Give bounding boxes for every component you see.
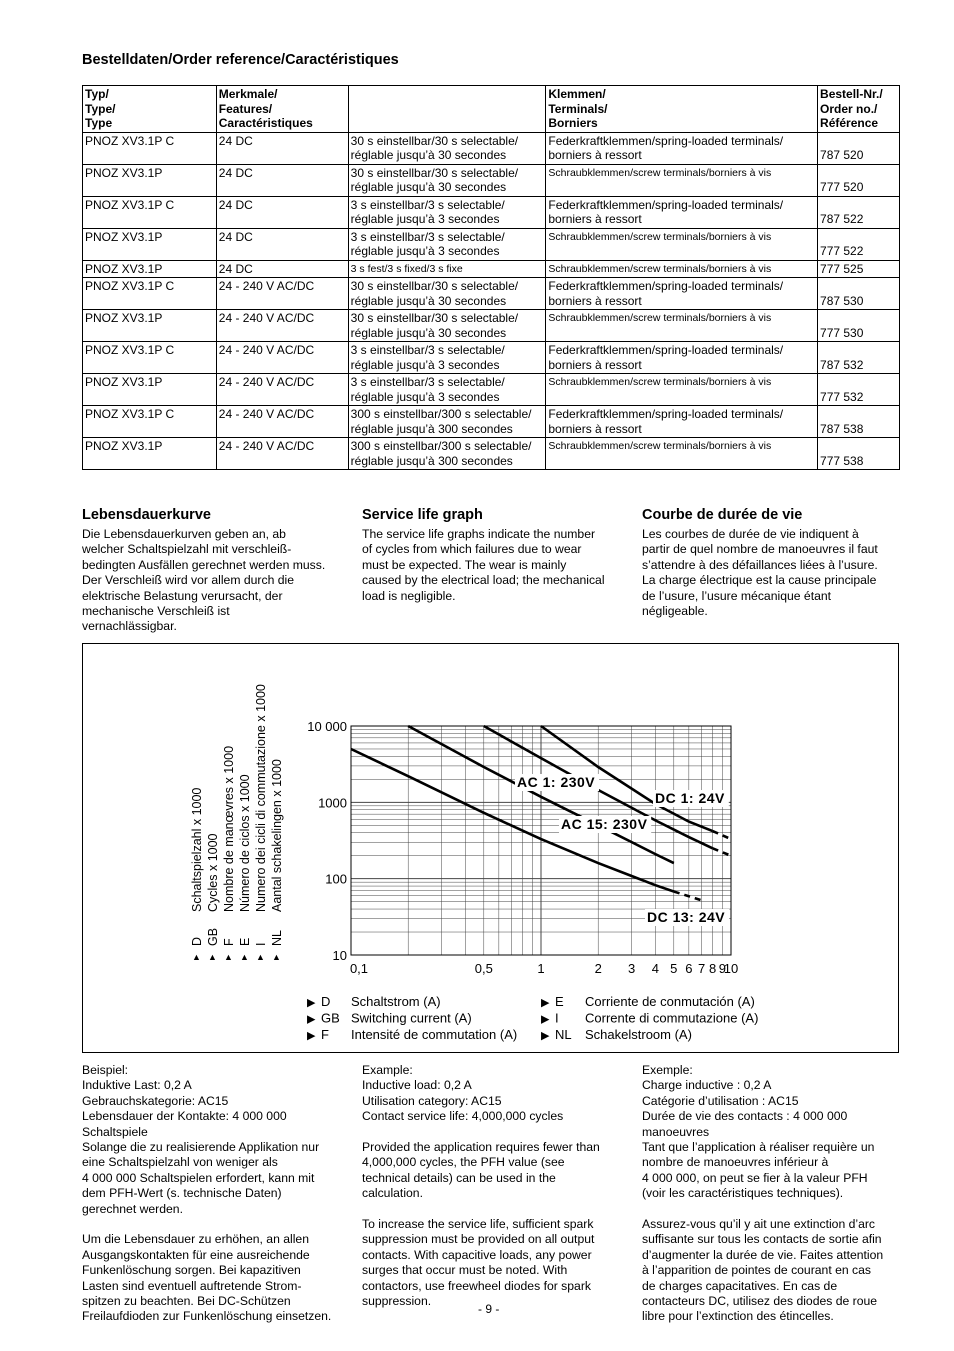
example-fr-p2: Assurez-vous qu’il y ait une extinction d’arc suffisante sur tous les contacts de sortie afin d’augmenter la durée de vie. Faites attention à l’apparition de pointes de courant en cas de charges capacitatives. En cas de contacteurs DC, utilisez des diodes de roue libre pour l’extinction des étincelles. <box>642 1217 884 1324</box>
y-tick-label: 1000 <box>318 795 347 811</box>
series-dashed-tail-0 <box>713 831 731 839</box>
header-terminals <box>546 86 818 133</box>
cell-line: réglable jusqu’à 30 secondes <box>350 325 507 340</box>
arrow-right-icon: ▶ <box>307 1013 316 1026</box>
cell-order-no <box>818 132 900 164</box>
header-line: Features/ <box>218 101 273 116</box>
x-axis-lang-code: F <box>321 1027 329 1042</box>
arrow-right-icon: ▶ <box>541 997 550 1009</box>
cell-line: 30 s einstellbar/30 s selectable/ <box>350 311 519 325</box>
cell-line: Schraubklemmen/screw terminals/borniers à vis <box>548 440 772 452</box>
page-title: Bestelldaten/Order reference/Caractéristiques <box>82 52 399 68</box>
order-number: 777 532 <box>820 389 864 404</box>
example-en-p2: Provided the application requires fewer than 4,000,000 cycles, the PFH value (see technical details) can be used in the calculation. <box>362 1140 600 1201</box>
x-axis-lang-code: I <box>555 1010 559 1026</box>
example-en <box>362 1063 630 1309</box>
cell-order-no <box>818 374 900 406</box>
y-axis-lang-code: NL <box>270 930 284 946</box>
series-label: AC 1: 230V <box>517 774 596 790</box>
arrow-up-icon: ▲ <box>192 952 201 962</box>
cell-line: borniers à ressort <box>548 357 642 372</box>
arrow-up-icon: ▲ <box>240 952 249 962</box>
arrow-up-icon: ▲ <box>256 952 265 962</box>
cell-terminal <box>546 196 818 228</box>
table-row <box>83 342 900 374</box>
table-row <box>83 374 900 406</box>
x-tick-label: 2 <box>594 961 602 976</box>
x-tick-label: 4 <box>651 961 660 976</box>
cell-line: borniers à ressort <box>548 421 642 436</box>
x-axis-label-line: Schaltstrom (A) <box>351 994 441 1009</box>
x-axis-label-line: Corriente de conmutación (A) <box>585 994 755 1009</box>
cell-type: PNOZ XV3.1P C <box>83 132 217 164</box>
cell-order-no <box>818 278 900 310</box>
order-number: 787 520 <box>820 148 864 162</box>
cell-terminal <box>546 374 818 406</box>
cell-voltage: 24 DC <box>216 132 348 164</box>
cell-line: Schraubklemmen/screw terminals/borniers à vis <box>548 230 772 243</box>
cell-type: PNOZ XV3.1P <box>83 164 217 196</box>
example-fr-p1: Exemple: Charge inductive : 0,2 A Catégorie d’utilisation : AC15 Durée de vie des contacts : 4 000 000 manoeuvres Tant que l’application à réaliser requière un nombre de manoeuvres inférieur à 4 000 000, on peut se fier à la valeur PFH (voir les caractéristiques techniques). <box>642 1063 875 1201</box>
cell-terminal <box>546 278 818 310</box>
cell-line: Federkraftklemmen/spring-loaded terminals/ <box>548 197 784 212</box>
cell-feature <box>348 342 546 374</box>
cell-feature <box>348 310 546 342</box>
cell-line: réglable jusqu’à 3 secondes <box>350 212 500 226</box>
arrow-up-icon: ▲ <box>224 952 233 962</box>
cell-line: Federkraftklemmen/spring-loaded terminals/ <box>548 343 784 357</box>
x-tick-label: 5 <box>670 961 678 976</box>
header-line: Terminals/ <box>548 101 608 116</box>
y-axis-label-line: Nombre de manœvres x 1000 <box>222 745 236 912</box>
cell-line: Federkraftklemmen/spring-loaded terminals/ <box>548 133 784 148</box>
table-row <box>83 164 900 196</box>
cell-line: Schraubklemmen/screw terminals/borniers à vis <box>548 312 772 324</box>
arrow-right-icon: ▶ <box>541 1030 550 1042</box>
y-axis-label-line: Cycles x 1000 <box>206 833 220 912</box>
cell-line: réglable jusqu’à 300 secondes <box>350 453 513 468</box>
cell-type: PNOZ XV3.1P <box>83 260 217 278</box>
example-en-p1: Example: Inductive load: 0,2 A Utilisation category: AC15 Contact service life: 4,000,000 cycles <box>362 1063 564 1124</box>
cell-order-no <box>818 228 900 260</box>
order-number: 777 520 <box>820 180 864 194</box>
cell-line: 3 s einstellbar/3 s selectable/ <box>350 375 505 389</box>
arrow-right-icon: ▶ <box>307 1030 316 1042</box>
example-de <box>82 1063 350 1325</box>
table-row <box>83 438 900 470</box>
cell-voltage: 24 - 240 V AC/DC <box>216 438 348 470</box>
cell-terminal <box>546 228 818 260</box>
x-tick-label: 0,1 <box>349 961 369 976</box>
series-label: AC 15: 230V <box>561 816 648 832</box>
cell-line: 300 s einstellbar/300 s selectable/ <box>350 407 532 421</box>
table-row <box>83 196 900 228</box>
cell-line: réglable jusqu’à 300 secondes <box>350 421 513 436</box>
arrow-up-icon: ▲ <box>208 952 217 962</box>
cell-line: Schraubklemmen/screw terminals/borniers à vis <box>548 376 772 388</box>
order-number: 777 530 <box>820 325 864 340</box>
cell-line: 30 s einstellbar/30 s selectable/ <box>350 133 519 148</box>
cell-line: réglable jusqu’à 30 secondes <box>350 148 507 162</box>
cell-order-no <box>818 406 900 438</box>
y-axis-lang-code: GB <box>206 927 220 946</box>
cell-type: PNOZ XV3.1P C <box>83 342 217 374</box>
example-de-p2: Um die Lebensdauer zu erhöhen, an allen Ausgangskontakten für eine ausreichende Funkenlöschung sorgen. Bei kapazitiven Lasten sind eventuell auftretende Strom- spitzen zu beachten. Bei DC-Schützen Freilaufdioden zur Funkenlöschung einsetzen. <box>82 1232 332 1324</box>
table-row <box>83 310 900 342</box>
cell-line: 3 s einstellbar/3 s selectable/ <box>350 229 505 244</box>
x-axis-label-line: Switching current (A) <box>351 1010 472 1026</box>
order-number: 787 522 <box>820 212 864 226</box>
x-tick-label: 9 <box>718 961 726 976</box>
header-features <box>216 86 348 133</box>
order-number: 787 530 <box>820 293 864 308</box>
cell-feature <box>348 406 546 438</box>
x-axis-label-line: Schakelstroom (A) <box>585 1027 692 1042</box>
body-fr: Les courbes de durée de vie indiquent à partir de quel nombre de manoeuvres il faut s’attendre à des défaillances liées à l’usure. La charge électrique est la cause principale de l’usure, l’usure mécanique étant négligeable. <box>642 527 878 619</box>
example-en-p3: To increase the service life, sufficient spark suppression must be provided on all output contacts. With capacitive loads, any power surges that occur must be noted. With contactors, use freewheel diodes for spark suppression. <box>362 1217 595 1309</box>
cell-feature <box>348 278 546 310</box>
heading-en: Service life graph <box>362 507 483 523</box>
arrow-right-icon: ▶ <box>541 1013 550 1026</box>
series-dashed-tail-3 <box>674 892 702 901</box>
x-tick-label: 3 <box>628 961 636 976</box>
table-row <box>83 406 900 438</box>
cell-line: 30 s einstellbar/30 s selectable/ <box>350 279 519 293</box>
cell-line: réglable jusqu’à 3 secondes <box>350 357 500 372</box>
x-axis-lang-code: D <box>321 994 331 1009</box>
order-number: 777 522 <box>820 244 864 258</box>
cell-voltage: 24 - 240 V AC/DC <box>216 406 348 438</box>
header-type <box>83 86 217 133</box>
y-axis-lang-code: I <box>254 942 268 946</box>
cell-terminal <box>546 438 818 470</box>
series-label: DC 1: 24V <box>655 790 725 806</box>
header-line: Klemmen/ <box>548 87 606 101</box>
cell-terminal <box>546 406 818 438</box>
cell-line: borniers à ressort <box>548 148 642 162</box>
heading-de: Lebensdauerkurve <box>82 507 211 523</box>
cell-voltage: 24 DC <box>216 260 348 278</box>
cell-line: réglable jusqu’à 30 secondes <box>350 180 507 194</box>
cell-feature <box>348 260 546 278</box>
cell-type: PNOZ XV3.1P <box>83 438 217 470</box>
header-line: Type/ <box>85 101 116 116</box>
table-row <box>83 132 900 164</box>
cell-line: 3 s fest/3 s fixed/3 s fixe <box>350 262 463 275</box>
y-axis-label-line: Numero dei cicli di commutazione x 1000 <box>254 684 268 912</box>
cell-order-no <box>818 310 900 342</box>
example-fr <box>642 1063 910 1325</box>
table-row <box>83 260 900 278</box>
cell-line: 30 s einstellbar/30 s selectable/ <box>350 165 519 180</box>
y-axis-lang-code: F <box>222 938 236 946</box>
service-life-chart-frame <box>82 643 899 1053</box>
y-tick-label: 10 <box>332 948 347 963</box>
cell-type: PNOZ XV3.1P C <box>83 278 217 310</box>
cell-terminal <box>546 132 818 164</box>
cell-feature <box>348 196 546 228</box>
page-number: - 9 - <box>478 1302 500 1316</box>
arrow-up-icon: ▲ <box>272 952 281 962</box>
example-de-p1: Beispiel: Induktive Last: 0,2 A Gebrauchskategorie: AC15 Lebensdauer der Kontakte: 4 000 000 Schaltspiele Solange die zu realisierende Applikation nur eine Schaltspielzahl von weniger als 4 000 000 Schaltspielen erfordert, kann mit dem PFH-Wert (s. technische Daten) gerechnet werden. <box>82 1063 320 1216</box>
cell-voltage: 24 - 240 V AC/DC <box>216 278 348 310</box>
header-line: Order no./ <box>820 101 878 116</box>
header-line: Bestell-Nr./ <box>820 87 883 101</box>
cell-terminal <box>546 260 818 278</box>
cell-order-no <box>818 164 900 196</box>
table-row <box>83 278 900 310</box>
cell-line: Federkraftklemmen/spring-loaded terminals/ <box>548 279 784 293</box>
cell-line: borniers à ressort <box>548 212 642 226</box>
cell-order-no <box>818 260 900 278</box>
cell-type: PNOZ XV3.1P C <box>83 406 217 438</box>
header-order-no <box>818 86 900 133</box>
x-axis-lang-code: E <box>555 994 564 1009</box>
x-tick-label: 6 <box>685 961 693 976</box>
x-axis-lang-code: NL <box>555 1027 572 1042</box>
order-number: 777 525 <box>820 261 864 276</box>
cell-feature <box>348 132 546 164</box>
cell-voltage: 24 - 240 V AC/DC <box>216 310 348 342</box>
x-axis-lang-code: GB <box>321 1010 340 1026</box>
cell-voltage: 24 DC <box>216 196 348 228</box>
header-line: Merkmale/ <box>218 87 278 101</box>
y-axis-lang-code: D <box>190 936 204 946</box>
cell-order-no <box>818 342 900 374</box>
x-axis-label-line: Corrente di commutazione (A) <box>585 1010 759 1026</box>
cell-terminal <box>546 310 818 342</box>
cell-terminal <box>546 164 818 196</box>
cell-voltage: 24 DC <box>216 228 348 260</box>
cell-line: Schraubklemmen/screw terminals/borniers à vis <box>548 166 772 179</box>
x-tick-label: 10 <box>723 961 739 976</box>
cell-type: PNOZ XV3.1P <box>83 310 217 342</box>
heading-fr: Courbe de durée de vie <box>642 507 803 523</box>
header-empty <box>348 86 546 133</box>
order-table-header <box>83 86 900 133</box>
cell-line: borniers à ressort <box>548 293 642 308</box>
order-number: 777 538 <box>820 453 864 468</box>
header-line: Type <box>85 116 113 130</box>
x-tick-label: 8 <box>708 961 717 976</box>
header-line: Borniers <box>548 116 598 130</box>
x-tick-label: 0,5 <box>474 961 493 976</box>
cell-line: Federkraftklemmen/spring-loaded terminals/ <box>548 407 784 421</box>
order-number: 787 538 <box>820 421 864 436</box>
cell-voltage: 24 DC <box>216 164 348 196</box>
cell-type: PNOZ XV3.1P <box>83 228 217 260</box>
y-axis-lang-code: E <box>238 937 252 946</box>
y-axis-label-line: Schaltspielzahl x 1000 <box>190 787 204 912</box>
cell-voltage: 24 - 240 V AC/DC <box>216 374 348 406</box>
x-tick-label: 1 <box>537 961 545 976</box>
arrow-right-icon: ▶ <box>307 997 316 1009</box>
cell-line: réglable jusqu’à 30 secondes <box>350 293 507 308</box>
header-line: Caractéristiques <box>218 116 313 130</box>
cell-voltage: 24 - 240 V AC/DC <box>216 342 348 374</box>
header-line: Référence <box>820 116 879 130</box>
cell-order-no <box>818 196 900 228</box>
order-number: 787 532 <box>820 357 864 372</box>
table-row <box>83 228 900 260</box>
cell-line: 300 s einstellbar/300 s selectable/ <box>350 439 532 453</box>
body-de: Die Lebensdauerkurven geben an, ab welcher Schaltspielzahl mit verschleiß- bedingten Ausfällen gerechnet werden muss. Der Verschleiß wird vor allem durch die elektrische Belastung verursacht, der mechanische Verschleiß ist vernachlässigbar. <box>82 527 326 634</box>
order-table <box>82 85 900 470</box>
cell-feature <box>348 438 546 470</box>
body-en: The service life graphs indicate the number of cycles from which failures due to wear must be expected. The wear is mainly caused by the electrical load; the mechanical load is negligible. <box>362 527 605 603</box>
cell-line: 3 s einstellbar/3 s selectable/ <box>350 343 505 357</box>
y-tick-label: 10 000 <box>307 719 347 734</box>
y-tick-label: 100 <box>325 871 347 887</box>
x-tick-label: 7 <box>697 961 706 976</box>
cell-terminal <box>546 342 818 374</box>
header-line: Typ/ <box>85 87 109 101</box>
cell-feature <box>348 374 546 406</box>
cell-feature <box>348 164 546 196</box>
series-dashed-tail-1 <box>713 848 731 855</box>
series-label: DC 13: 24V <box>647 909 726 925</box>
cell-line: réglable jusqu’à 3 secondes <box>350 244 500 258</box>
cell-line: 3 s einstellbar/3 s selectable/ <box>350 197 505 212</box>
y-axis-label-line: Número de ciclos x 1000 <box>238 774 252 912</box>
cell-type: PNOZ XV3.1P C <box>83 196 217 228</box>
cell-feature <box>348 228 546 260</box>
cell-type: PNOZ XV3.1P <box>83 374 217 406</box>
y-axis-label-line: Aantal schakelingen x 1000 <box>270 759 284 912</box>
service-life-chart <box>83 644 898 1052</box>
cell-line: réglable jusqu’à 3 secondes <box>350 389 500 404</box>
cell-line: Schraubklemmen/screw terminals/borniers à vis <box>548 262 772 275</box>
x-axis-label-line: Intensité de commutation (A) <box>351 1027 518 1042</box>
cell-order-no <box>818 438 900 470</box>
